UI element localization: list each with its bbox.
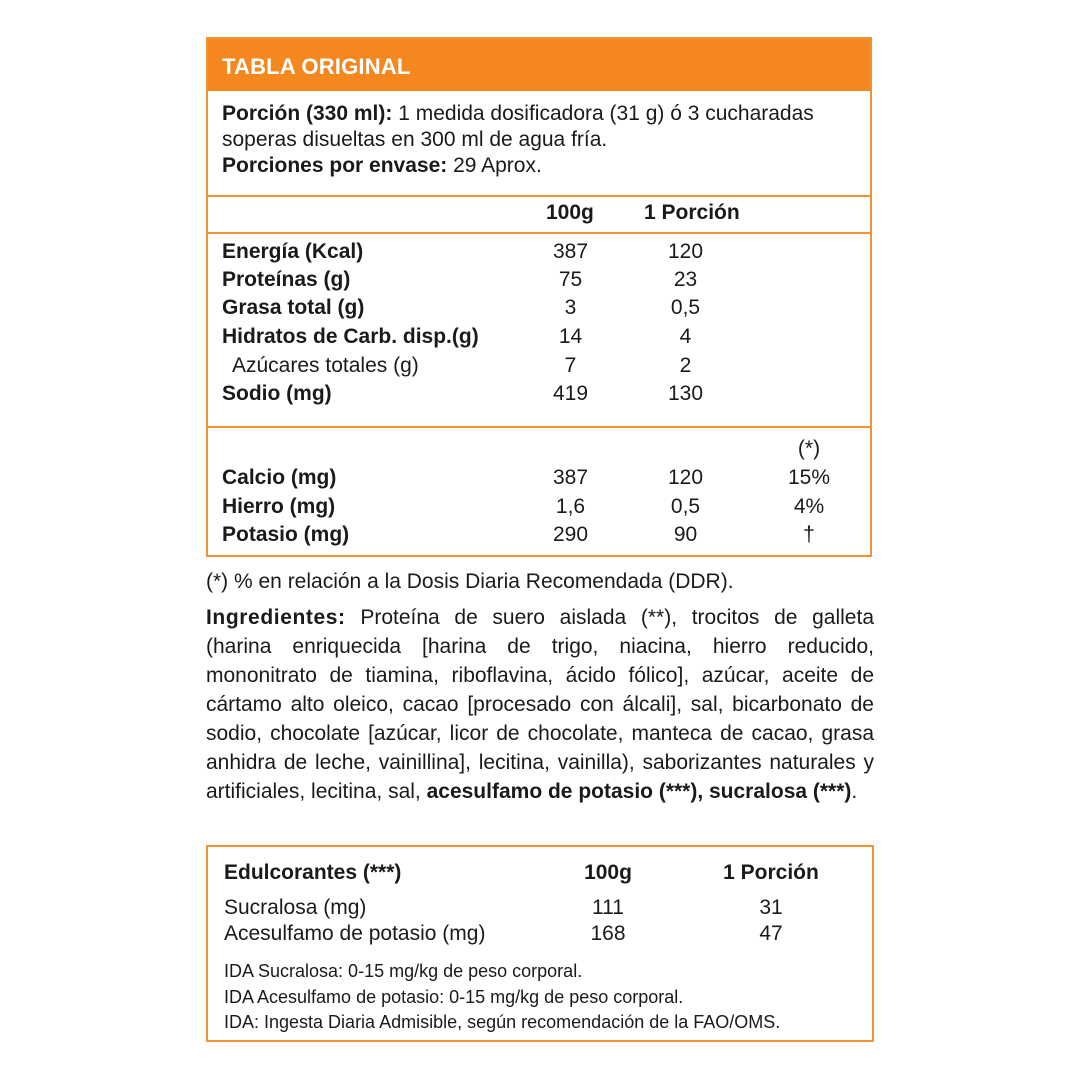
servings-label: Porciones por envase: [222, 154, 448, 177]
ida-note: IDA Acesulfamo de potasio: 0-15 mg/kg de peso corporal. [224, 987, 684, 1007]
nutrient-row [208, 325, 870, 353]
sweeteners-col-100g: 100g [584, 861, 632, 884]
sweetener-row [208, 896, 872, 924]
sweetener-portion: 31 [759, 896, 783, 919]
ingredients-bold-tail: acesulfamo de potasio (***), sucralosa (***) [426, 780, 852, 803]
mineral-portion: 90 [673, 523, 698, 546]
sweeteners-table [206, 845, 874, 1042]
nutrient-label: Sodio (mg) [222, 382, 332, 405]
ida-note: IDA Sucralosa: 0-15 mg/kg de peso corporal. [224, 961, 583, 981]
nutrient-label: Grasa total (g) [222, 296, 365, 319]
mineral-per100: 1,6 [555, 495, 586, 518]
mineral-ddr: † [803, 523, 815, 546]
sweetener-label: Sucralosa (mg) [224, 896, 367, 919]
nutrient-portion: 130 [667, 382, 704, 405]
nutrient-row [208, 382, 870, 410]
nutrient-label: Azúcares totales (g) [232, 354, 419, 377]
divider [208, 426, 870, 428]
nutrient-portion: 120 [667, 240, 704, 263]
sweetener-per100: 111 [592, 896, 624, 919]
mineral-row [208, 523, 870, 551]
sweeteners-header-row [208, 861, 872, 889]
nutrient-per100: 3 [564, 296, 577, 319]
ida-note: IDA: Ingesta Diaria Admisible, según recomendación de la FAO/OMS. [224, 1012, 781, 1032]
ddr-marker: (*) [797, 437, 821, 460]
table-header [208, 39, 870, 91]
mineral-row [208, 495, 870, 523]
mineral-label: Potasio (mg) [222, 523, 350, 546]
mineral-ddr: 15% [787, 466, 831, 489]
mineral-label: Calcio (mg) [222, 466, 337, 489]
mineral-row [208, 466, 870, 494]
sweeteners-title: Edulcorantes (***) [224, 861, 402, 884]
nutrition-table [206, 37, 872, 557]
mineral-ddr: 4% [793, 495, 825, 518]
nutrient-row [208, 296, 870, 324]
nutrient-portion: 0,5 [670, 296, 701, 319]
mineral-portion: 0,5 [670, 495, 701, 518]
sweetener-portion: 47 [759, 922, 783, 945]
nutrient-row [208, 268, 870, 296]
ingredients-paragraph [206, 603, 874, 806]
ddr-footnote: (*) % en relación a la Dosis Diaria Recomendada (DDR). [206, 570, 734, 593]
nutrient-per100: 387 [552, 240, 589, 263]
mineral-per100: 387 [552, 466, 589, 489]
servings-value: 29 Aprox. [447, 154, 542, 177]
nutrient-label: Hidratos de Carb. disp.(g) [222, 325, 479, 348]
ingredients-end: . [851, 780, 858, 803]
portion-info [222, 101, 862, 179]
portion-text-line1: 1 medida dosificadora (31 g) ó 3 cucharadas [392, 102, 814, 125]
nutrient-per100: 419 [552, 382, 589, 405]
sweetener-label: Acesulfamo de potasio (mg) [224, 922, 486, 945]
nutrient-per100: 14 [558, 325, 583, 348]
sweeteners-col-portion: 1 Porción [723, 861, 819, 884]
mineral-label: Hierro (mg) [222, 495, 336, 518]
nutrient-per100: 7 [564, 354, 577, 377]
divider [208, 232, 870, 234]
mineral-per100: 290 [552, 523, 589, 546]
nutrient-portion: 4 [679, 325, 692, 348]
ddr-column-head [208, 437, 870, 465]
col-head-portion: 1 Porción [644, 201, 740, 224]
sweetener-per100: 168 [590, 922, 626, 945]
ingredients-text: Proteína de suero aislada (**), trocitos de galleta (harina enriquecida [harina de trigo, niacina, hierro reducido, mononitrato de tiamina, riboflavina, ácido fólico], azúcar, aceite de cártamo alto oleico, cacao [procesado con álcali], sal, bicarbonato de sodio, chocolate [azúcar, licor de chocolate, manteca de cacao, grasa anhidra de leche, vainillina], lecitina, vainilla), saborizantes naturales y artificiales, lecitina, sal, [206, 606, 874, 803]
nutrient-portion: 2 [679, 354, 692, 377]
nutrient-row [208, 240, 870, 268]
col-head-100g: 100g [546, 201, 594, 224]
sweetener-row [208, 922, 872, 950]
nutrient-label: Proteínas (g) [222, 268, 351, 291]
ingredients-title: Ingredientes: [206, 606, 346, 629]
portion-label: Porción (330 ml): [222, 102, 393, 125]
nutrient-per100: 75 [558, 268, 583, 291]
mineral-portion: 120 [667, 466, 704, 489]
nutrient-portion: 23 [673, 268, 698, 291]
portion-text-line2: soperas disueltas en 300 ml de agua fría. [222, 128, 608, 151]
divider [208, 195, 870, 197]
nutrient-row [208, 354, 870, 382]
table-title: TABLA ORIGINAL [222, 54, 411, 79]
nutrient-label: Energía (Kcal) [222, 240, 364, 263]
